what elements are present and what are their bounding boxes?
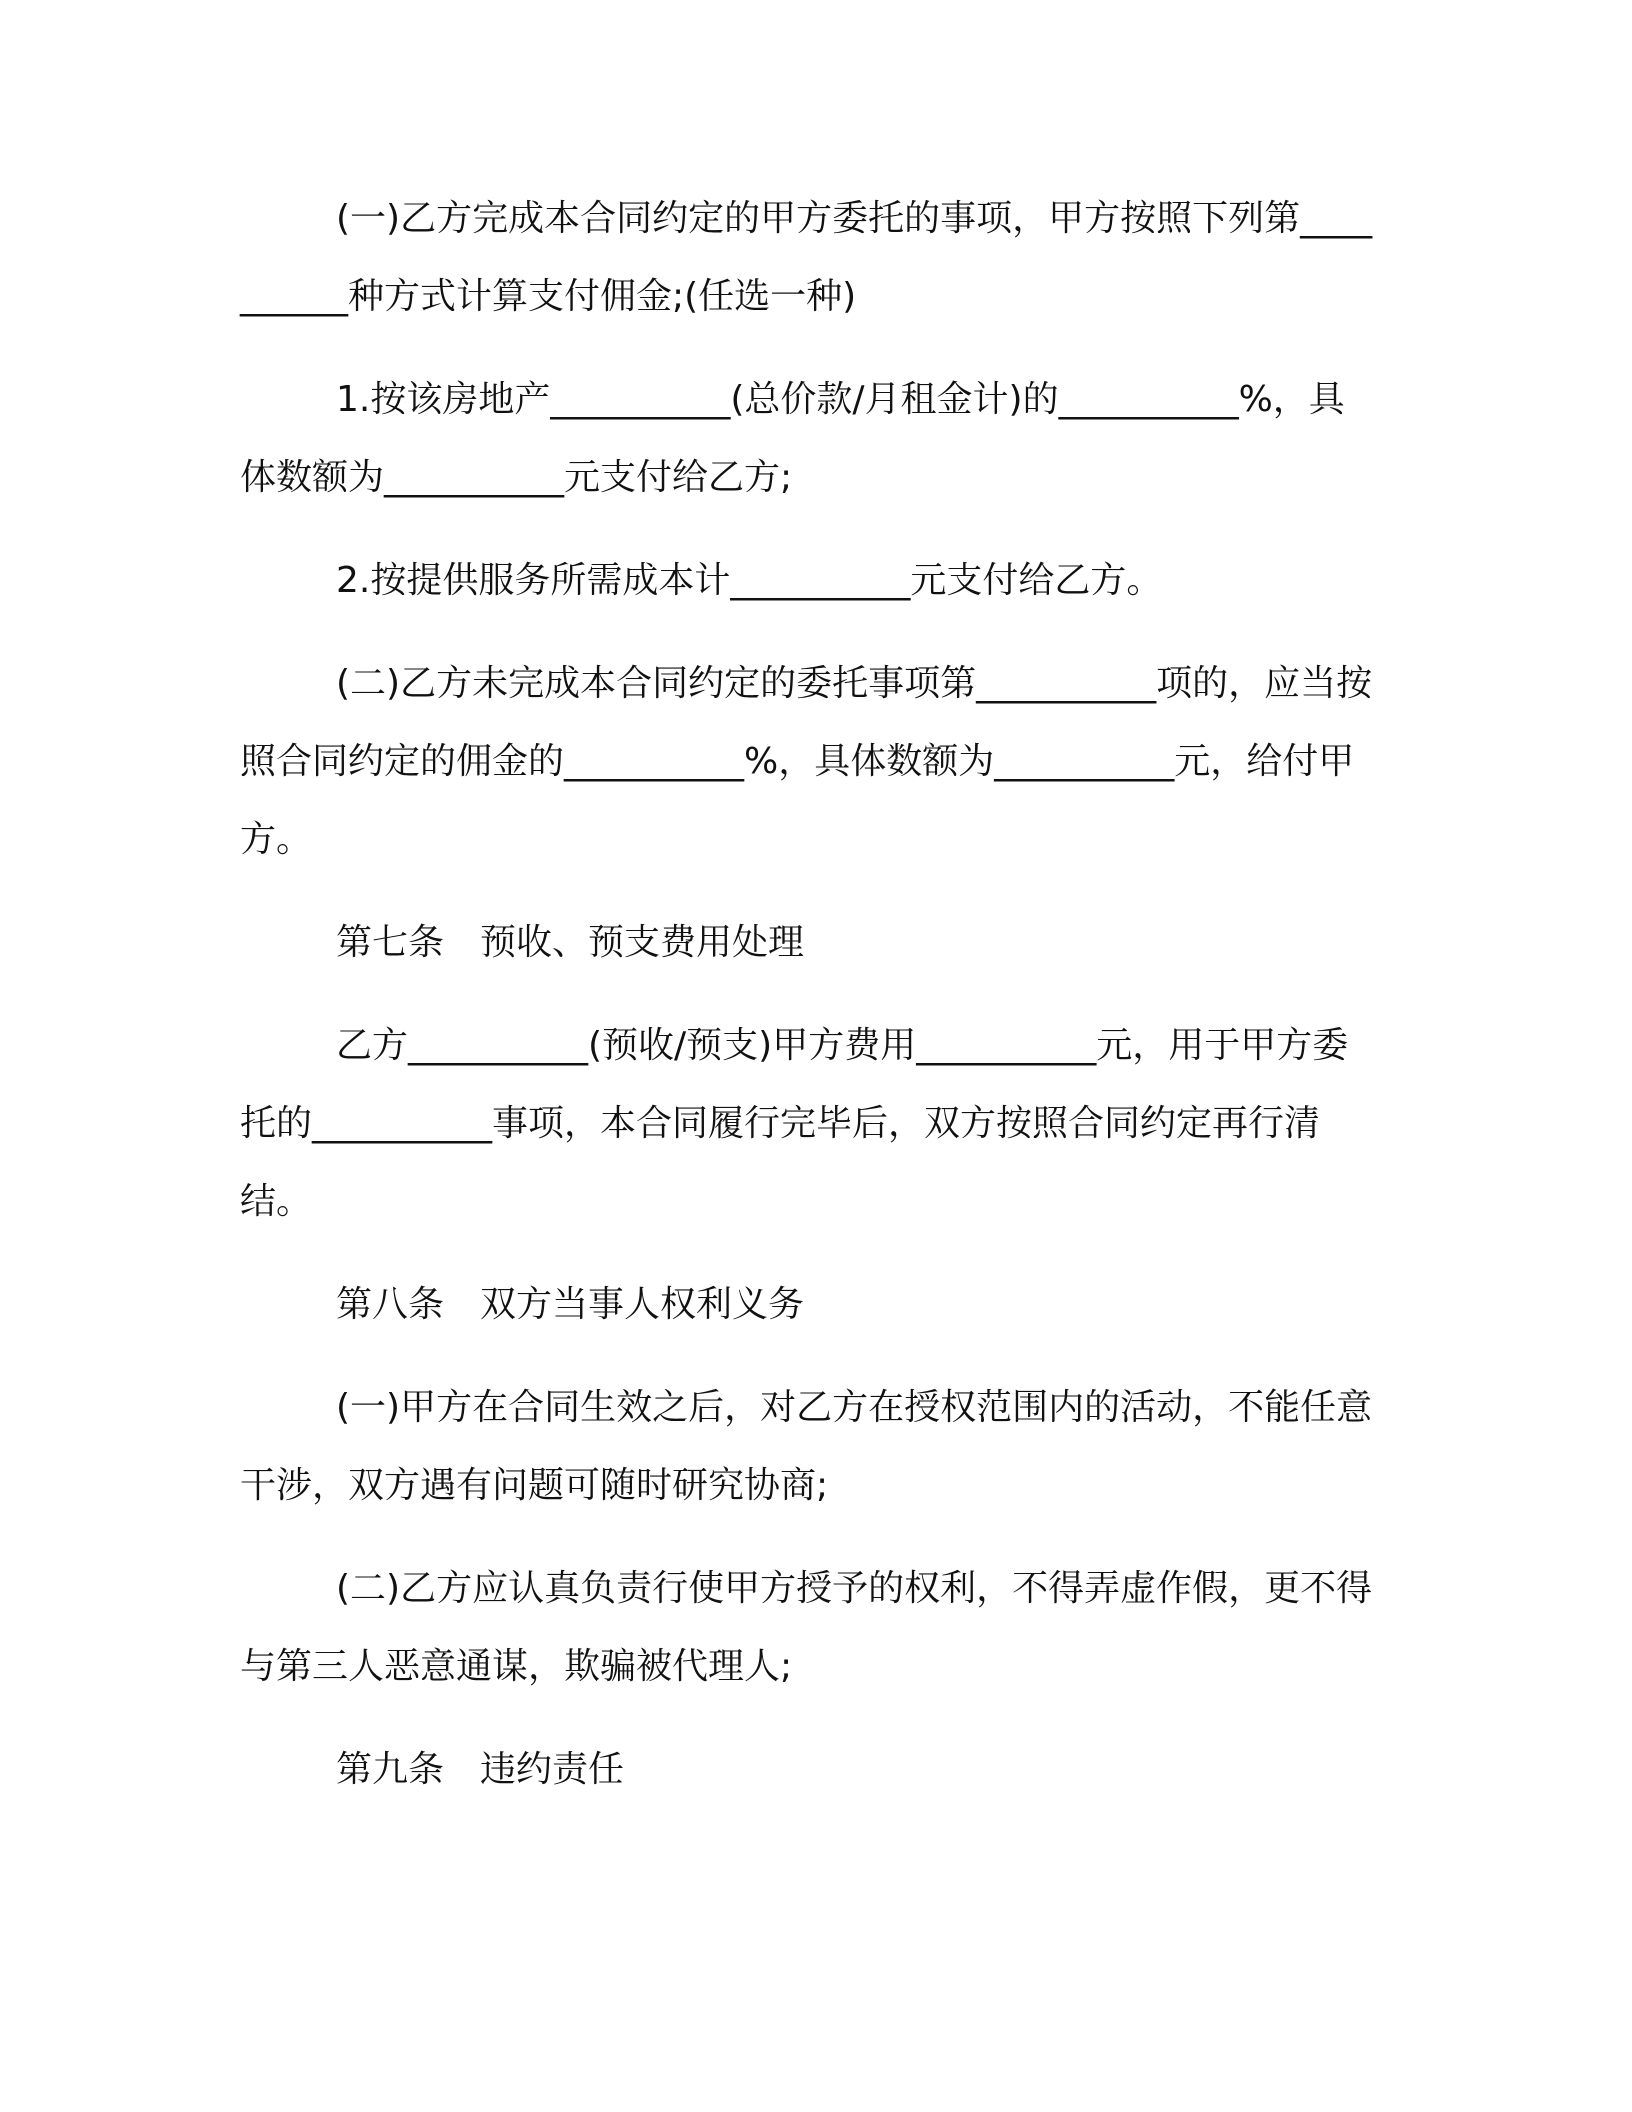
paragraph-party-a-duties: (一)甲方在合同生效之后，对乙方在授权范围内的活动，不能任意干涉，双方遇有问题可随时研究协商; [240, 1387, 1373, 1506]
paragraph-unfinished-items: (二)乙方未完成本合同约定的委托事项第__________项的，应当按照合同约定的佣金的__________%，具体数额为__________元，给付甲方。 [240, 663, 1373, 860]
document-body [240, 180, 1380, 1834]
paragraph-prepaid-fees: 乙方__________(预收/预支)甲方费用__________元，用于甲方委托的__________事项，本合同履行完毕后，双方按照合同约定再行清结。 [240, 1025, 1349, 1222]
paragraph-method-1: 1.按该房地产__________(总价款/月租金计)的__________%，具体数额为__________元支付给乙方; [240, 379, 1345, 498]
paragraph-method-2: 2.按提供服务所需成本计__________元支付给乙方。 [336, 560, 1163, 601]
article-8-heading: 第八条 双方当事人权利义务 [336, 1284, 805, 1325]
article-7-heading: 第七条 预收、预支费用处理 [336, 922, 805, 963]
paragraph-party-b-duties: (二)乙方应认真负责行使甲方授予的权利，不得弄虚作假，更不得与第三人恶意通谋，欺骗被代理人; [240, 1568, 1373, 1687]
paragraph-commission-methods: (一)乙方完成本合同约定的甲方委托的事项，甲方按照下列第__________种方式计算支付佣金;(任选一种) [240, 198, 1373, 317]
article-9-heading: 第九条 违约责任 [336, 1749, 625, 1790]
